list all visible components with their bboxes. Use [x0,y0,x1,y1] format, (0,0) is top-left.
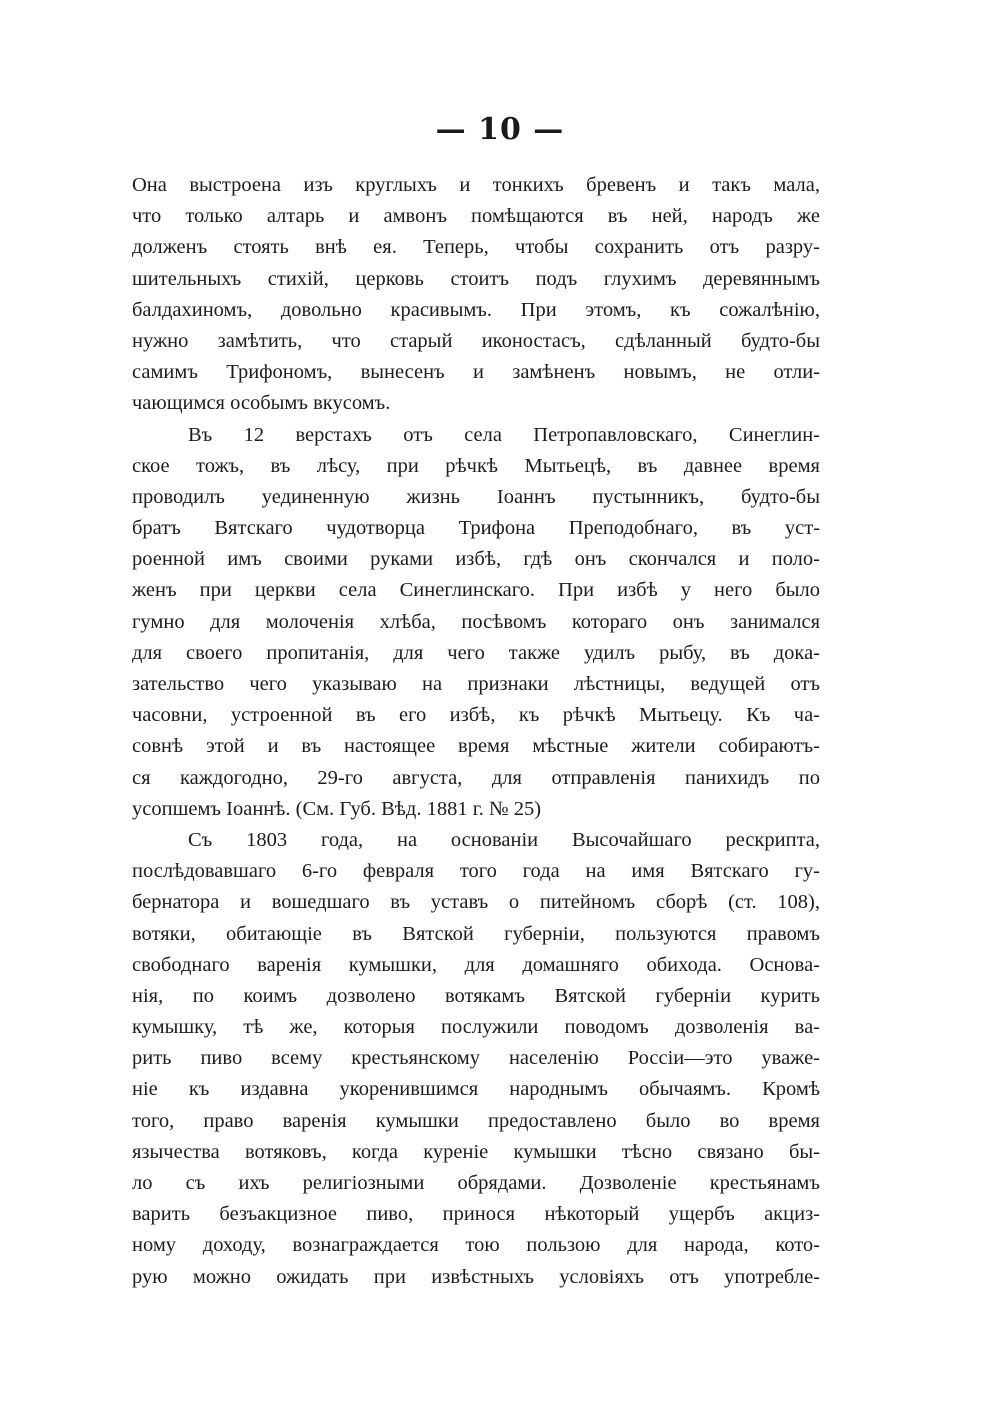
text-line: зательство чего указываю на признаки лѣстницы, ведущей отъ [132,673,820,695]
text-line: нужно замѣтить, что старый иконостасъ, сдѣланный будто-бы [132,329,820,352]
page-number: — 10 — [435,112,565,147]
text-line: рую можно ожидать при извѣстныхъ условіяхъ отъ употребле- [132,1265,820,1288]
text-line: язычества вотяковъ, когда куреніе кумышки тѣсно связано бы- [132,1140,820,1163]
text-line: балдахиномъ, довольно красивымъ. При этомъ, къ сожалѣнію, [132,298,820,321]
text-line: братъ Вятскаго чудотворца Трифона Преподобнаго, въ уст- [132,517,820,540]
text-line: ніе къ издавна укоренившимся народнымъ обычаямъ. Кромѣ [132,1078,820,1101]
text-line: чающимся особымъ вкусомъ. [132,392,391,415]
text-line: вотяки, обитающіе въ Вятской губерніи, пользуются правомъ [132,922,820,945]
text-line: рить пиво всему крестьянскому населенію Россіи—это уваже- [132,1047,820,1070]
text-line: ское тожъ, въ лѣсу, при рѣчкѣ Мытьецѣ, въ давнее время [132,454,820,477]
text-line: Она выстроена изъ круглыхъ и тонкихъ бревенъ и такъ мала, [132,174,820,196]
text-line: бернатора и вошедшаго въ уставъ о питейномъ сборѣ (ст. 108), [132,891,820,914]
text-line: часовни, устроенной въ его избѣ, къ рѣчкѣ Мытьецу. Къ ча- [132,704,820,727]
text-line: Въ 12 верстахъ отъ села Петропавловскаго, Синеглин- [188,423,820,446]
text-line: совнѣ этой и въ настоящее время мѣстные жители собираютъ- [132,735,820,758]
text-line: для своего пропитанія, для чего также удилъ рыбу, въ дока- [132,641,820,664]
body-text [132,170,820,1293]
text-line: усопшемъ Іоаннѣ. (См. Губ. Вѣд. 1881 г. № 25) [132,797,542,820]
text-line: варить безъакцизное пиво, принося нѣкоторый ущербъ акциз- [132,1203,820,1226]
text-line: женъ при церкви села Синеглинскаго. При избѣ у него было [132,579,820,602]
text-line: свободнаго варенія кумышки, для домашняго обихода. Основа- [132,953,820,976]
text-line: послѣдовавшаго 6-го февраля того года на имя Вятскаго гу- [132,860,820,883]
text-line: самимъ Трифономъ, вынесенъ и замѣненъ новымъ, не отли- [132,361,820,384]
text-line: Съ 1803 года, на основаніи Высочайшаго рескрипта, [188,828,820,851]
text-line: кумышку, тѣ же, которыя послужили поводомъ дозволенія ва- [132,1016,820,1039]
text-line: проводилъ уединенную жизнь Іоаннъ пустынникъ, будто-бы [132,485,820,508]
text-line: ся каждогодно, 29-го августа, для отправленія панихидъ по [132,766,820,789]
text-line: роенной имъ своими руками избѣ, гдѣ онъ скончался и поло- [132,548,820,571]
text-line: ло съ ихъ религіозными обрядами. Дозволеніе крестьянамъ [132,1172,820,1194]
text-line: нія, по коимъ дозволено вотякамъ Вятской губерніи курить [132,984,820,1007]
text-line: гумно для молоченія хлѣба, посѣвомъ котораго онъ занимался [132,610,820,633]
text-line: шительныхъ стихій, церковь стоитъ подъ глухимъ деревяннымъ [132,267,820,290]
text-line: долженъ стоять внѣ ея. Теперь, чтобы сохранить отъ разру- [132,236,820,259]
text-line: того, право варенія кумышки предоставлено было во время [132,1109,820,1132]
text-line: ному доходу, вознаграждается тою пользою для народа, кото- [132,1234,820,1257]
text-line: что только алтарь и амвонъ помѣщаются въ ней, народъ же [132,205,820,228]
